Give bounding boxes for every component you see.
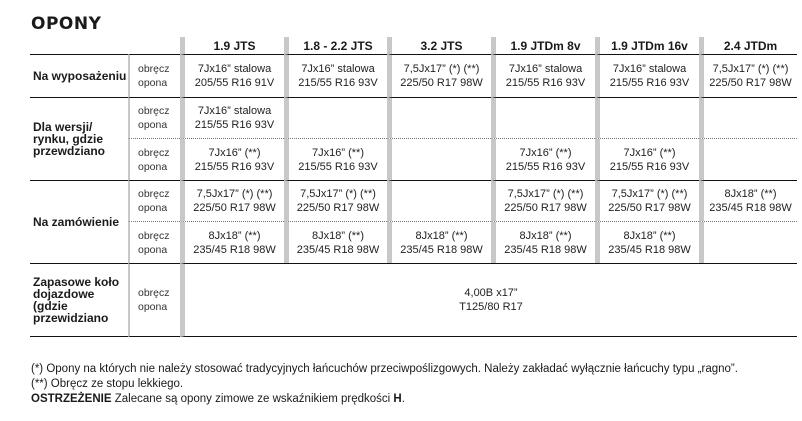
rim-value: 8Jx18” (**) (415, 229, 468, 242)
tire-cell (699, 138, 797, 180)
rim-tyre-labels (128, 97, 180, 138)
page-title: OPONY (31, 14, 102, 34)
tyre-size: 215/55 R16 93V (298, 77, 378, 89)
rim-value: 8Jx18” (**) (312, 229, 364, 242)
tire-cell (699, 221, 797, 263)
rim-value: 7,5Jx17” (*) (**) (300, 188, 376, 200)
tire-cell (699, 180, 797, 221)
tire-cell (595, 54, 699, 97)
tire-cell (387, 138, 491, 180)
tire-spec-table (30, 37, 797, 337)
rim-value: 4,00B x17” (464, 287, 518, 299)
column-header: 2.4 JTDm (699, 37, 797, 54)
tire-cell (180, 138, 284, 180)
rim-tyre-labels (128, 263, 180, 337)
rim-value: 7Jx16” (**) (312, 146, 364, 159)
group-label: Zapasowe koło dojazdowe (gdzie przewidziano (30, 263, 128, 337)
rim-label: obręcz (138, 229, 170, 242)
rim-value: 7Jx16” stalowa (197, 63, 272, 75)
group-label: Na wyposażeniu (30, 54, 128, 97)
tyre-size: 215/55 R16 93V (609, 160, 690, 173)
footnote-chains: (*) Opony na których nie należy stosować tradycyjnych łańcuchów przeciwpoślizgowych. Należy zakładać wyłącznie łańcuchy typu „ragno”. (31, 363, 738, 375)
tyre-label: opona (138, 77, 168, 89)
column-header: 1.8 - 2.2 JTS (284, 37, 387, 54)
tyre-size: 215/55 R16 93V (298, 160, 378, 173)
tire-cell (284, 221, 387, 263)
tyre-size: 225/50 R17 98W (296, 202, 380, 214)
tyre-size: 205/55 R16 91V (194, 77, 275, 89)
tyre-size: 215/55 R16 93V (609, 77, 690, 89)
column-header: 3.2 JTS (387, 37, 491, 54)
rim-value: 7,5Jx17” (*) (**) (611, 188, 688, 200)
tyre-size: 225/50 R17 98W (504, 202, 587, 214)
rim-label: obręcz (138, 146, 170, 159)
rim-value: 7Jx16” stalowa (612, 63, 687, 75)
table-row (30, 97, 797, 138)
tire-cell (491, 54, 595, 97)
table-row (30, 54, 797, 97)
tire-cell (491, 221, 595, 263)
tire-cell (595, 221, 699, 263)
tire-cell (387, 221, 491, 263)
tyre-size: 215/55 R16 93V (505, 160, 586, 173)
rim-value: 7,5Jx17” (*) (**) (712, 63, 789, 75)
table-row (30, 180, 797, 221)
tire-cell (491, 138, 595, 180)
warning-text: Zalecane są opony zimowe ze wskaźnikiem prędkości (114, 393, 391, 405)
tyre-size: 215/55 R16 93V (194, 119, 275, 131)
tire-cell (180, 180, 284, 221)
tyre-size: 215/55 R16 93V (194, 160, 275, 173)
rim-value: 7Jx16” stalowa (197, 105, 272, 117)
group-label: Na zamówienie (30, 180, 128, 263)
tire-cell (699, 54, 797, 97)
tire-cell (699, 97, 797, 138)
rim-label: obręcz (138, 105, 170, 117)
rim-value: 7Jx16” (**) (208, 146, 261, 159)
rim-value: 8Jx18” (**) (724, 188, 777, 200)
rim-tyre-labels (128, 54, 180, 97)
rim-label: obręcz (138, 287, 170, 299)
tyre-size: 235/45 R18 98W (504, 243, 587, 256)
tyre-size: 235/45 R18 98W (296, 243, 380, 256)
tyre-size: 235/45 R18 98W (709, 202, 792, 214)
tire-cell (595, 138, 699, 180)
rim-value: 7,5Jx17” (*) (**) (507, 188, 584, 200)
table-row (30, 263, 797, 337)
tire-cell (284, 97, 387, 138)
rim-value: 7Jx16” stalowa (508, 63, 583, 75)
tyre-size: 215/55 R16 93V (505, 77, 586, 89)
rim-label: obręcz (138, 63, 170, 75)
rim-value: 7,5Jx17” (*) (**) (403, 63, 480, 75)
footnote-alloy: (**) Obręcz ze stopu lekkiego. (31, 378, 184, 390)
spare-wheel-cell (180, 263, 797, 337)
tire-cell (491, 180, 595, 221)
tire-cell (180, 54, 284, 97)
tyre-size: 235/45 R18 98W (400, 243, 483, 256)
tire-cell (180, 97, 284, 138)
rim-tyre-labels (128, 221, 180, 263)
rim-value: 7,5Jx17” (*) (**) (196, 188, 273, 200)
tyre-label: opona (138, 160, 168, 173)
group-label: Dla wersji/ rynku, gdzie przewdziano (30, 97, 128, 180)
column-header: 1.9 JTS (180, 37, 284, 54)
header-blank (30, 37, 128, 54)
tyre-label: opona (138, 202, 168, 214)
tyre-size: 225/50 R17 98W (709, 77, 792, 89)
column-header: 1.9 JTDm 16v (595, 37, 699, 54)
header-blank (128, 37, 180, 54)
tyre-size: 235/45 R18 98W (193, 243, 276, 256)
tire-cell (180, 221, 284, 263)
tire-cell (284, 180, 387, 221)
rim-value: 7Jx16” stalowa (301, 63, 375, 75)
tyre-size: 235/45 R18 98W (608, 243, 691, 256)
tyre-size: 225/50 R17 98W (608, 202, 691, 214)
footnotes (31, 362, 801, 407)
rim-value: 8Jx18” (**) (208, 229, 261, 242)
table-row (30, 138, 797, 180)
tire-cell (491, 97, 595, 138)
tire-cell (387, 180, 491, 221)
table-row (30, 221, 797, 263)
rim-label: obręcz (138, 188, 170, 200)
column-header: 1.9 JTDm 8v (491, 37, 595, 54)
rim-value: 7Jx16” (**) (623, 146, 676, 159)
tire-cell (284, 138, 387, 180)
tyre-size: T125/80 R17 (459, 301, 523, 313)
speed-index: H (393, 393, 402, 405)
tyre-label: opona (138, 119, 168, 131)
rim-value: 8Jx18” (**) (623, 229, 676, 242)
tire-cell (387, 97, 491, 138)
rim-value: 7Jx16” (**) (519, 146, 572, 159)
rim-tyre-labels (128, 138, 180, 180)
warning-label: OSTRZEŻENIE (31, 393, 112, 405)
warning-period: . (401, 393, 405, 405)
tyre-size: 225/50 R17 98W (193, 202, 276, 214)
tyre-label: opona (138, 301, 168, 313)
tire-cell (595, 180, 699, 221)
rim-value: 8Jx18” (**) (519, 229, 572, 242)
tyre-size: 225/50 R17 98W (400, 77, 483, 89)
tyre-label: opona (138, 243, 168, 256)
tire-cell (387, 54, 491, 97)
column-header-row (30, 37, 797, 54)
tire-cell (595, 97, 699, 138)
warning-note (31, 392, 801, 407)
tire-cell (284, 54, 387, 97)
rim-tyre-labels (128, 180, 180, 221)
